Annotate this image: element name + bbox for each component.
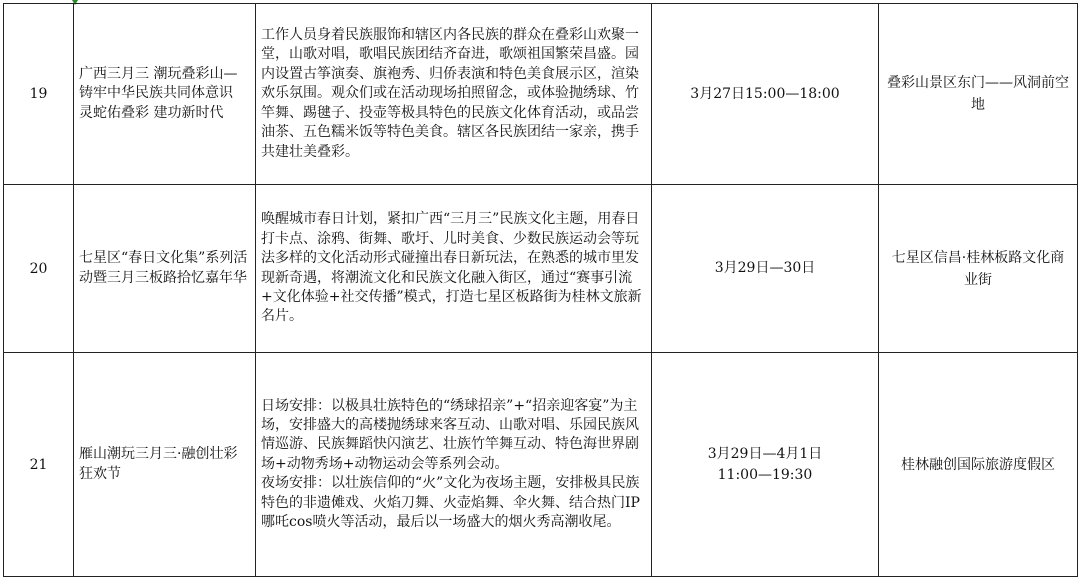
event-place: 桂林融创国际旅游度假区 — [879, 353, 1078, 577]
event-name: 雁山潮玩三月三·融创壮彩狂欢节 — [74, 353, 256, 577]
row-number: 20 — [4, 185, 74, 353]
night-schedule: 夜场安排：以壮族信仰的“火”文化为夜场主题，安排极具民族特色的非遗傩戏、火焰刀舞、火壶焰舞、伞火舞、结合热门IP哪吒cos喷火等活动，最后以一场盛大的烟火秀高潮收尾。 — [261, 475, 640, 531]
event-place: 七星区信昌·桂林板路文化商业街 — [879, 185, 1078, 353]
event-time — [652, 353, 879, 577]
event-hours: 11:00—19:30 — [717, 466, 813, 483]
event-place: 叠彩山景区东门——风洞前空地 — [879, 4, 1078, 185]
events-table — [3, 3, 1078, 577]
event-date-range: 3月29日—4月1日 — [707, 445, 823, 462]
row-number: 19 — [4, 4, 74, 185]
event-time: 3月27日15:00—18:00 — [652, 4, 879, 185]
table-row — [4, 185, 1078, 353]
event-description — [256, 353, 652, 577]
event-name: 七星区“春日文化集”系列活动暨三月三板路拾忆嘉年华 — [74, 185, 256, 353]
event-description: 工作人员身着民族服饰和辖区内各民族的群众在叠彩山欢聚一堂，山歌对唱，歌唱民族团结齐奋进，歌颂祖国繁荣昌盛。园内设置古筝演奏、旗袍秀、归侨表演和特色美食展示区，渲染欢乐氛围。观众们或在活动现场拍照留念，或体验抛绣球、竹竿舞、踢毽子、投壶等极具特色的民族文化体育活动，或品尝油茶、五色糯米饭等特色美食。辖区各民族团结一家亲，携手共建壮美叠彩。 — [256, 4, 652, 185]
row-number: 21 — [4, 353, 74, 577]
event-time: 3月29日—30日 — [652, 185, 879, 353]
event-description: 唤醒城市春日计划，紧扣广西“三月三”民族文化主题，用春日打卡点、涂鸦、街舞、歌圩、儿时美食、少数民族运动会等玩法多样的文化活动形式碰撞出春日新玩法，在熟悉的城市里发现新奇遇，将潮流文化和民族文化融入街区，通过“赛事引流+文化体验+社交传播”模式，打造七星区板路街为桂林文旅新名片。 — [256, 185, 652, 353]
table-row — [4, 353, 1078, 577]
event-name: 广西三月三 潮玩叠彩山—铸牢中华民族共同体意识 灵蛇佑叠彩 建功新时代 — [74, 4, 256, 185]
table-row — [4, 4, 1078, 185]
day-schedule: 日场安排：以极具壮族特色的“绣球招亲”+“招亲迎客宴”为主场，安排盛大的高楼抛绣球来客互动、山歌对唱、乐园民族风情巡游、民族舞蹈快闪演艺、壮族竹竿舞互动、特色海世界剧场+动物秀场+动物运动会等系列会动。 — [261, 397, 639, 472]
